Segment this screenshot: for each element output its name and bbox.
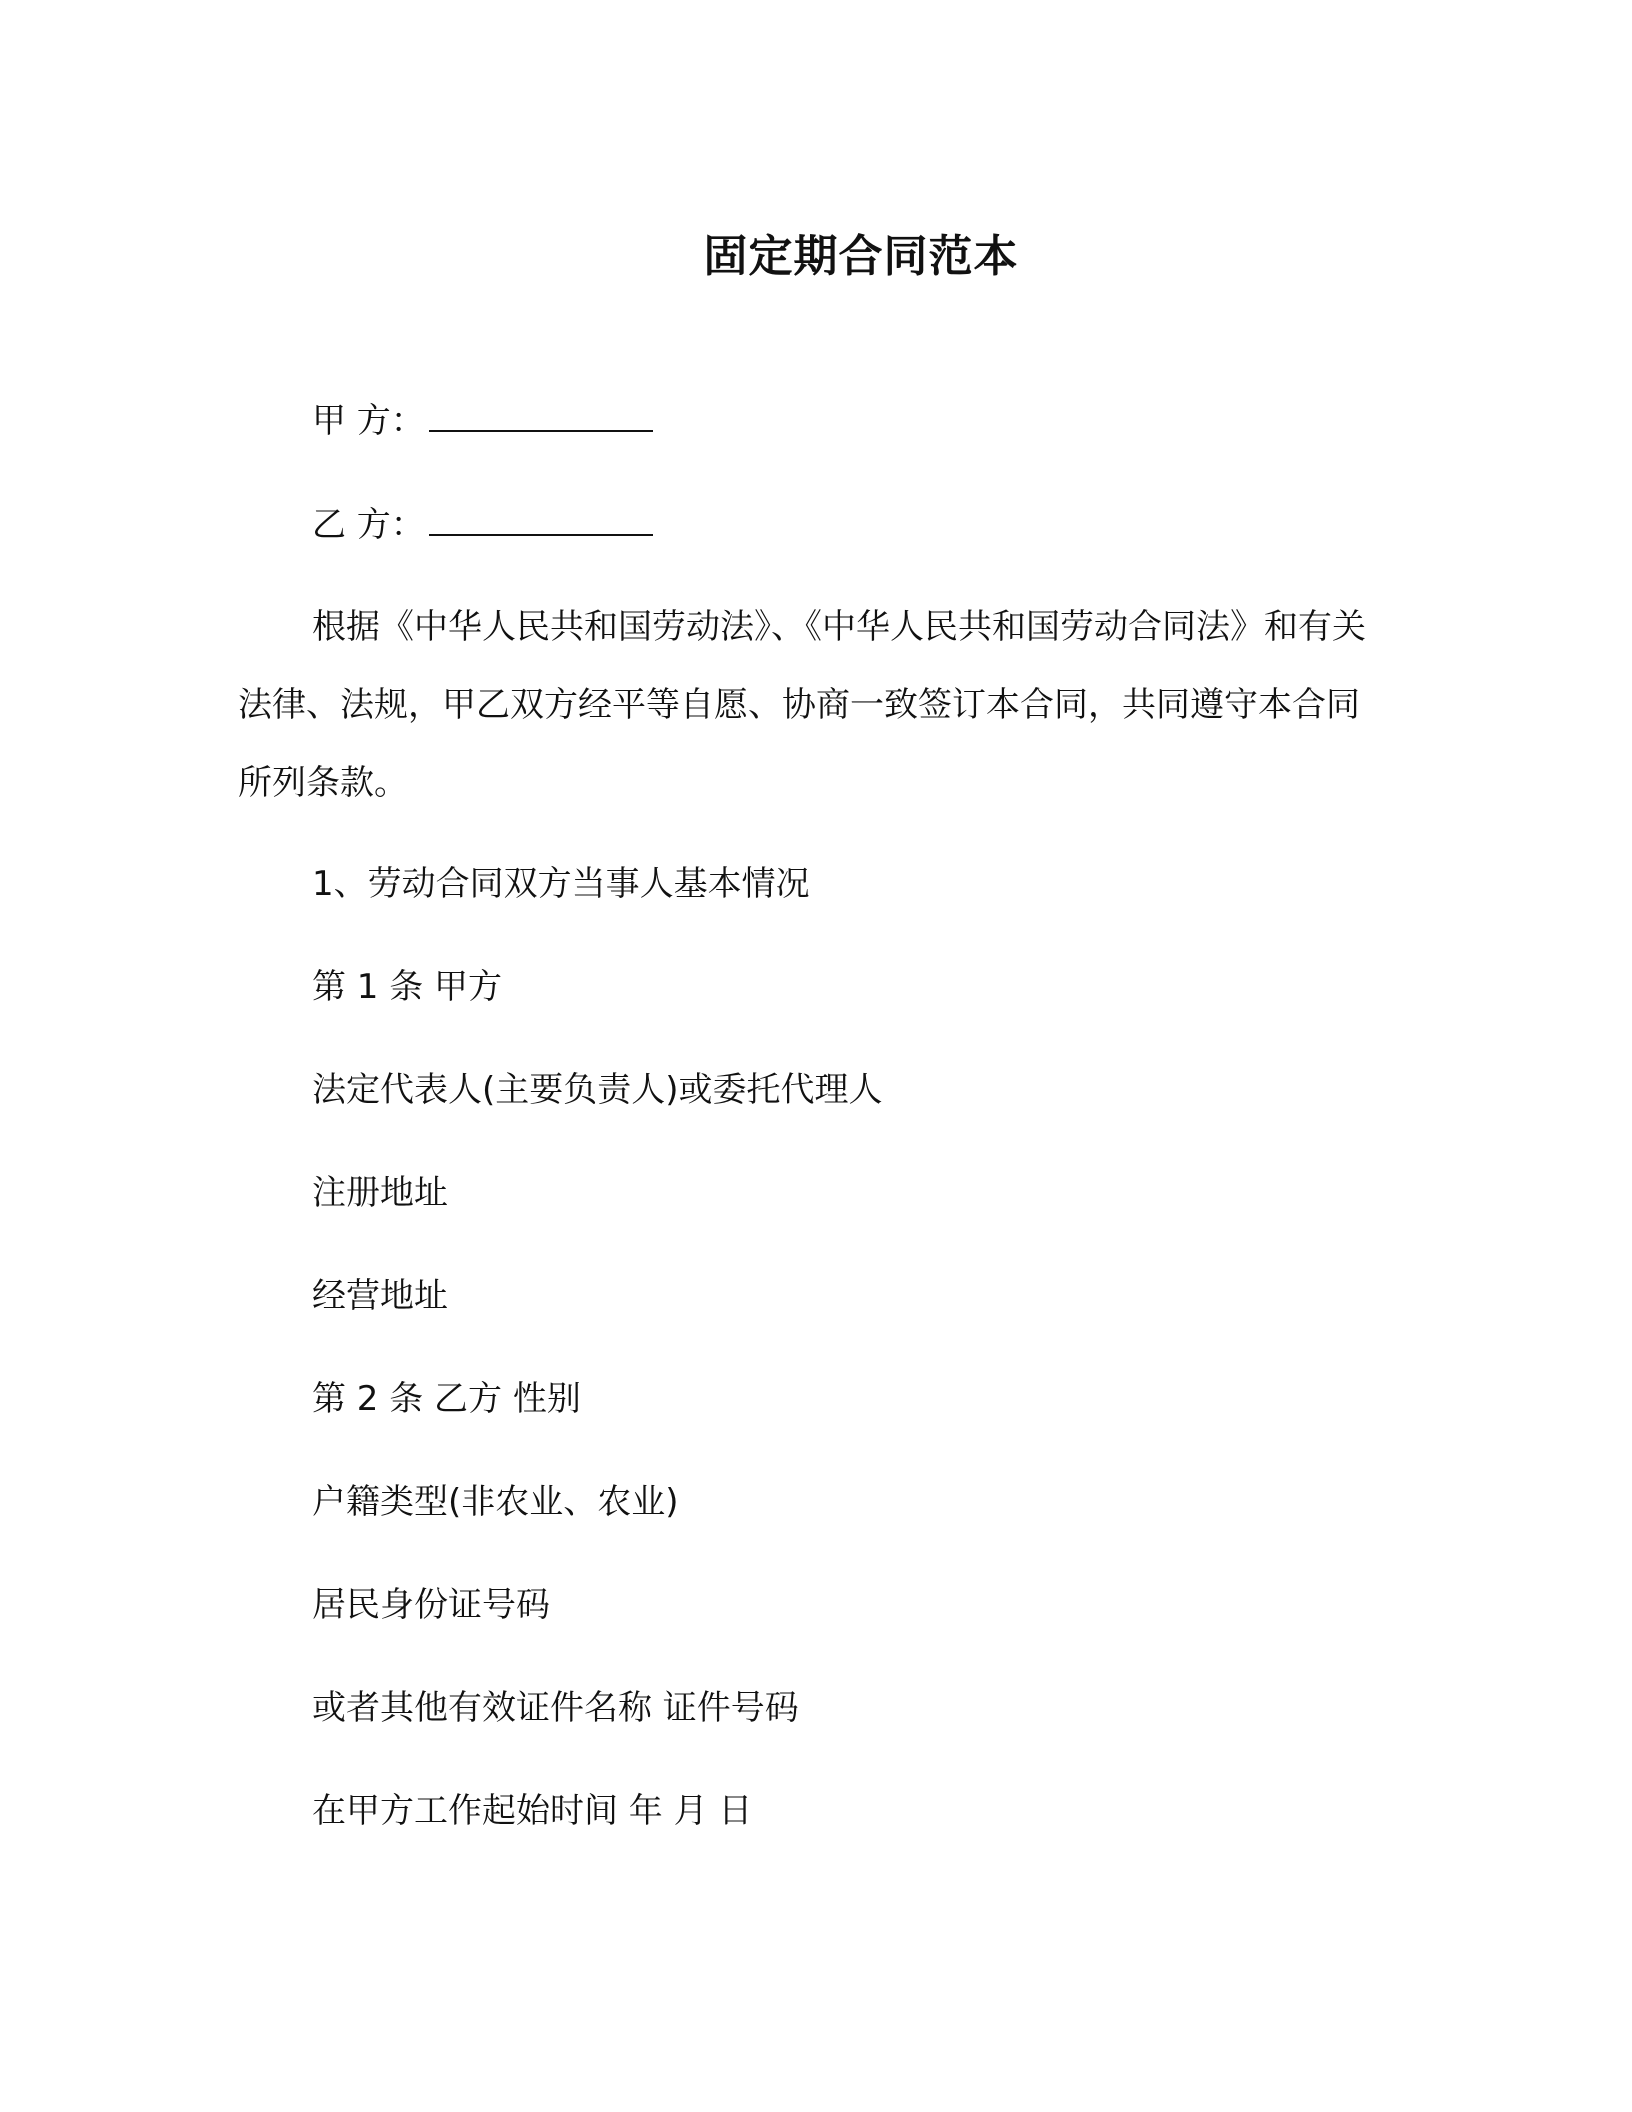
household-type-line: 户籍类型(非农业、农业) [312,1482,679,1522]
article-2: 第 2 条 乙方 性别 [312,1379,581,1419]
section-1-heading: 1、劳动合同双方当事人基本情况 [312,864,810,904]
party-b-blank[interactable] [429,500,653,536]
party-b-label: 乙 方： [312,505,425,545]
party-a-label: 甲 方： [312,401,425,441]
document-title: 固定期合同范本 [703,231,1019,282]
party-b-line [312,500,653,549]
intro-paragraph: 根据《中华人民共和国劳动法》、《中华人民共和国劳动合同法》和有关法律、法规，甲乙双方经平等自愿、协商一致签订本合同，共同遵守本合同所列条款。 [238,607,1366,803]
party-a-blank[interactable] [429,396,653,432]
start-time-line: 在甲方工作起始时间 年 月 日 [312,1791,753,1831]
business-address-line: 经营地址 [312,1276,448,1316]
article-1: 第 1 条 甲方 [312,967,503,1007]
other-id-line: 或者其他有效证件名称 证件号码 [312,1688,799,1728]
id-number-line: 居民身份证号码 [312,1585,550,1625]
party-a-line [312,396,653,445]
registered-address-line: 注册地址 [312,1173,448,1213]
legal-representative-line: 法定代表人(主要负责人)或委托代理人 [312,1070,883,1110]
